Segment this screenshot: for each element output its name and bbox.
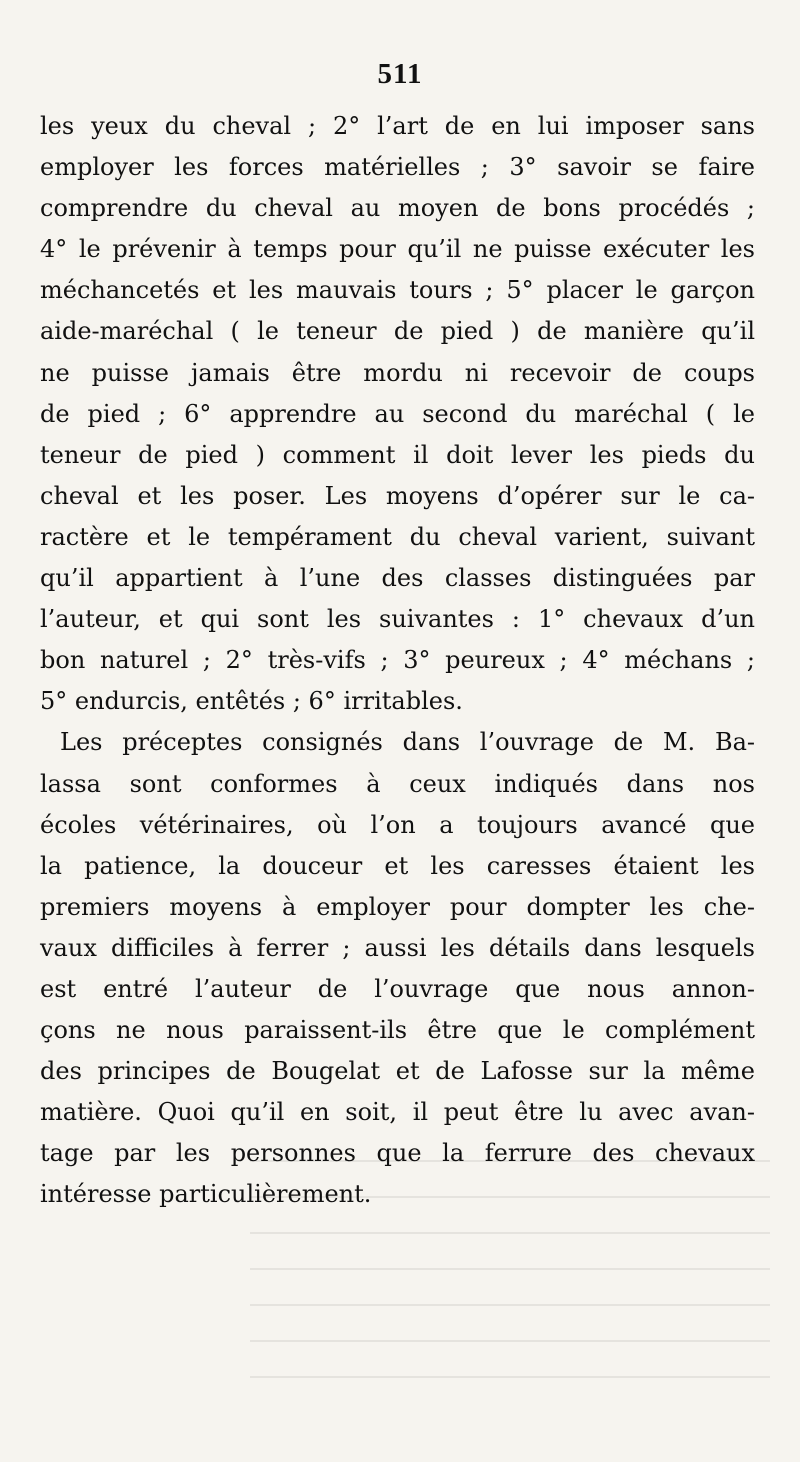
- page-body: [40, 106, 755, 1216]
- paragraph-2: [40, 722, 755, 1215]
- text-line: employer les forces matérielles ; 3° savoir se faire: [40, 153, 755, 182]
- text-line: 5° endurcis, entêtés ; 6° irritables.: [40, 687, 463, 716]
- text-line: vaux difficiles à ferrer ; aussi les détails dans lesquels: [40, 933, 755, 962]
- text-line: tage par les personnes que la ferrure des chevaux: [40, 1139, 755, 1168]
- text-line: la patience, la douceur et les caresses étaient les: [40, 851, 755, 880]
- text-line: les yeux du cheval ; 2° l’art de en lui imposer sans: [40, 112, 755, 140]
- text-line: premiers moyens à employer pour dompter les che-: [40, 892, 755, 921]
- text-line: est entré l’auteur de l’ouvrage que nous annon-: [40, 974, 755, 1003]
- text-line: 4° le prévenir à temps pour qu’il ne puisse exécuter les: [40, 235, 755, 264]
- text-line: matière. Quoi qu’il en soit, il peut être lu avec avan-: [40, 1098, 755, 1127]
- text-line: des principes de Bougelat et de Lafosse sur la même: [40, 1057, 755, 1086]
- text-line: comprendre du cheval au moyen de bons procédés ;: [40, 194, 755, 223]
- text-line: cheval et les poser. Les moyens d’opérer sur le ca-: [40, 481, 755, 510]
- text-line: l’auteur, et qui sont les suivantes : 1° chevaux d’un: [40, 605, 755, 634]
- page-number: 511: [377, 58, 423, 90]
- text-line: lassa sont conformes à ceux indiqués dans nos: [40, 769, 755, 798]
- text-line: teneur de pied ) comment il doit lever les pieds du: [40, 440, 755, 469]
- text-line: écoles vétérinaires, où l’on a toujours avancé que: [40, 810, 755, 839]
- text-line: de pied ; 6° apprendre au second du maréchal ( le: [40, 399, 755, 428]
- paragraph-1: [40, 106, 755, 722]
- text-line: ne puisse jamais être mordu ni recevoir de coups: [40, 358, 755, 387]
- text-line: qu’il appartient à l’une des classes distinguées par: [40, 564, 755, 593]
- text-line: Les préceptes consignés dans l’ouvrage de M. Ba-: [60, 728, 755, 757]
- text-line: intéresse particulièrement.: [40, 1180, 372, 1209]
- text-line: ractère et le tempérament du cheval varient, suivant: [40, 522, 755, 551]
- text-line: aide-maréchal ( le teneur de pied ) de manière qu’il: [40, 317, 755, 346]
- text-line: çons ne nous paraissent-ils être que le complément: [40, 1016, 755, 1045]
- text-line: bon naturel ; 2° très-vifs ; 3° peureux ; 4° méchans ;: [40, 646, 755, 675]
- text-line: méchancetés et les mauvais tours ; 5° placer le garçon: [40, 276, 755, 305]
